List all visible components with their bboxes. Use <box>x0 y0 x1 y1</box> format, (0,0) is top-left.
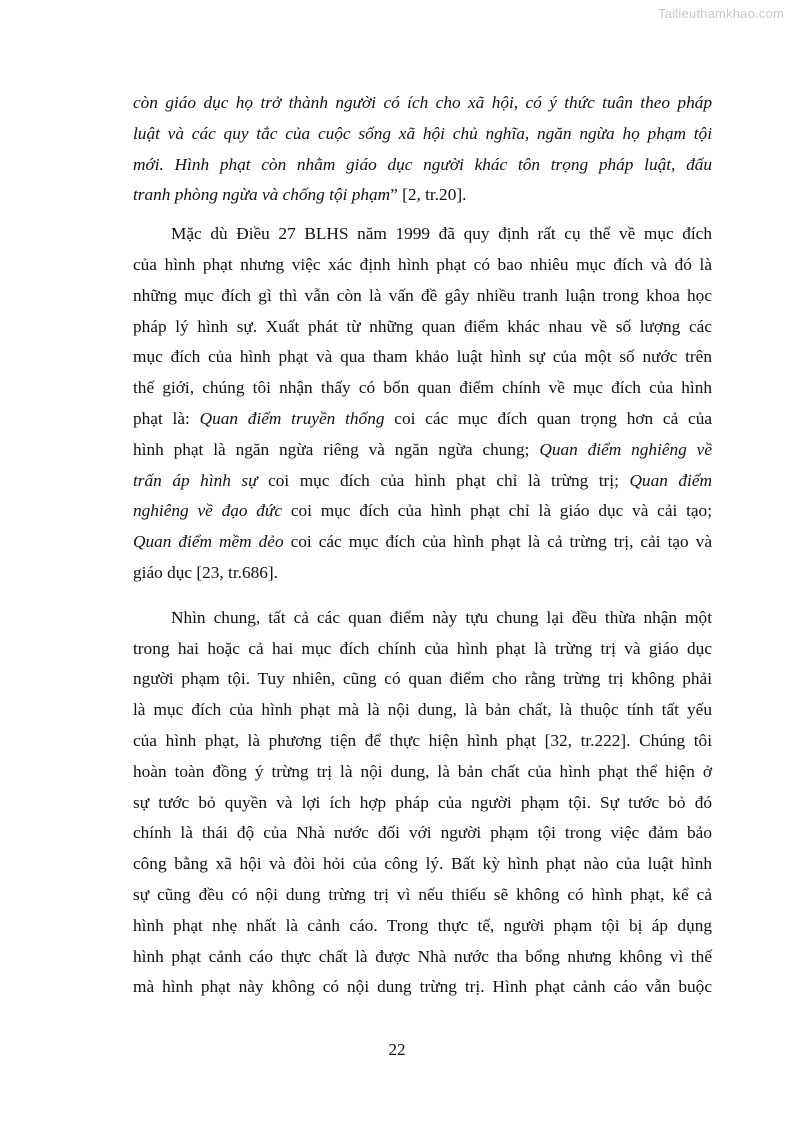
text-line <box>133 880 712 911</box>
text-line <box>133 849 712 880</box>
text-line <box>133 150 712 181</box>
text-run: hình phạt cảnh cáo thực chất là được Nhà nước tha bổng nhưng không vì thế <box>133 946 712 966</box>
text-run: trong hai hoặc cả hai mục đích chính của hình phạt là trừng trị và giáo dục <box>133 638 712 658</box>
text-line <box>133 757 712 788</box>
text-line <box>133 88 712 119</box>
text-run: mục đích của hình phạt và qua tham khảo luật hình sự của một số nước trên <box>133 347 712 367</box>
text-line <box>133 342 712 373</box>
italic-text: nghiêng về đạo đức <box>133 501 283 521</box>
paragraph-gap <box>133 589 712 603</box>
text-run: ” [2, tr.20]. <box>390 185 467 205</box>
text-run: pháp lý hình sự. Xuất phát từ những quan điểm khác nhau về số lượng các <box>133 316 712 336</box>
text-run: coi các mục đích của hình phạt là cả trừng trị, cải tạo và <box>283 532 712 552</box>
text-line <box>133 726 712 757</box>
text-line <box>133 404 712 435</box>
page-number: 22 <box>388 1040 406 1059</box>
paragraph-gap <box>133 211 712 219</box>
paragraph-quote-end <box>133 88 712 211</box>
italic-text: Quan điểm <box>629 470 712 490</box>
text-run: những mục đích gì thì vẫn còn là vấn đề gây nhiều tranh luận trong khoa học <box>133 285 712 305</box>
text-line <box>133 558 712 589</box>
text-line <box>133 527 712 558</box>
paragraph-conclusion <box>133 603 712 1003</box>
text-run: Nhìn chung, tất cả các quan điểm này tựu chung lại đều thừa nhận một <box>171 607 712 627</box>
text-line <box>133 942 712 973</box>
text-run: giáo dục [23, tr.686]. <box>133 562 278 582</box>
italic-text: Quan điểm mềm dẻo <box>133 532 284 552</box>
text-run: Mặc dù Điều 27 BLHS năm 1999 đã quy định rất cụ thể về mục đích <box>171 224 712 244</box>
text-line <box>133 435 712 466</box>
text-run: hình phạt là ngăn ngừa riêng và ngăn ngừa chung; <box>133 439 540 459</box>
text-line <box>133 180 712 211</box>
italic-text: còn giáo dục họ trở thành người có ích cho xã hội, có ý thức tuân theo pháp <box>133 93 712 112</box>
text-run: của hình phạt, là phương tiện để thực hiện hình phạt [32, tr.222]. Chúng tôi <box>133 730 712 750</box>
text-run: là mục đích của hình phạt mà là nội dung, là bản chất, là thuộc tính tất yếu <box>133 700 712 720</box>
text-line <box>133 219 712 250</box>
text-line <box>133 695 712 726</box>
text-run: thế giới, chúng tôi nhận thấy có bốn quan điểm chính về mục đích của hình <box>133 378 712 398</box>
text-run: coi các mục đích quan trọng hơn cả của <box>384 408 713 428</box>
italic-text: luật và các quy tắc của cuộc sống xã hội chủ nghĩa, ngăn ngừa họ phạm tội <box>133 123 712 143</box>
text-line <box>133 496 712 527</box>
watermark: Tailieuthamkhao.com <box>658 6 784 21</box>
text-run: công bằng xã hội và đòi hỏi của công lý. Bất kỳ hình phạt nào của luật hình <box>133 854 712 874</box>
text-line <box>133 373 712 404</box>
text-line <box>133 119 712 150</box>
text-line <box>133 466 712 497</box>
text-run: coi mục đích của hình phạt chỉ là trừng trị; <box>257 470 630 490</box>
text-run: hình phạt nhẹ nhất là cảnh cáo. Trong thực tế, người phạm tội bị áp dụng <box>133 915 712 935</box>
text-line <box>133 664 712 695</box>
italic-text: mới. Hình phạt còn nhằm giáo dục người khác tôn trọng pháp luật, đấu <box>133 154 712 174</box>
text-run: hoàn toàn đồng ý trừng trị là nội dung, là bản chất của hình phạt thể hiện ở <box>133 761 712 781</box>
italic-text: Quan điểm truyền thống <box>199 408 385 428</box>
text-run: người phạm tội. Tuy nhiên, cũng có quan điểm cho rằng trừng trị không phải <box>133 669 712 689</box>
text-line <box>133 634 712 665</box>
italic-text: Quan điểm nghiêng về <box>539 439 712 459</box>
text-run: chính là thái độ của Nhà nước đối với người phạm tội trong việc đảm bảo <box>133 823 712 843</box>
text-line <box>133 312 712 343</box>
text-line <box>133 250 712 281</box>
text-run: của hình phạt nhưng việc xác định hình phạt có bao nhiêu mục đích và đó là <box>133 254 712 274</box>
text-line <box>133 603 712 634</box>
paragraph-viewpoints <box>133 219 712 589</box>
text-line <box>133 281 712 312</box>
italic-text: trấn áp hình sự <box>133 470 258 490</box>
text-run: sự cũng đều có nội dung trừng trị vì nếu thiếu sẽ không có hình phạt, kể cả <box>133 884 712 904</box>
text-line <box>133 911 712 942</box>
text-line <box>133 788 712 819</box>
text-run: coi mục đích của hình phạt chỉ là giáo dục và cải tạo; <box>282 501 712 521</box>
text-line <box>133 818 712 849</box>
text-run: mà hình phạt này không có nội dung trừng trị. Hình phạt cảnh cáo vẫn buộc <box>133 977 712 997</box>
document-body <box>133 88 712 1003</box>
text-run: sự tước bỏ quyền và lợi ích hợp pháp của người phạm tội. Sự tước bỏ đó <box>133 792 712 812</box>
text-line <box>133 972 712 1003</box>
text-run: phạt là: <box>133 408 200 428</box>
italic-text: tranh phòng ngừa và chống tội phạm <box>133 185 391 205</box>
